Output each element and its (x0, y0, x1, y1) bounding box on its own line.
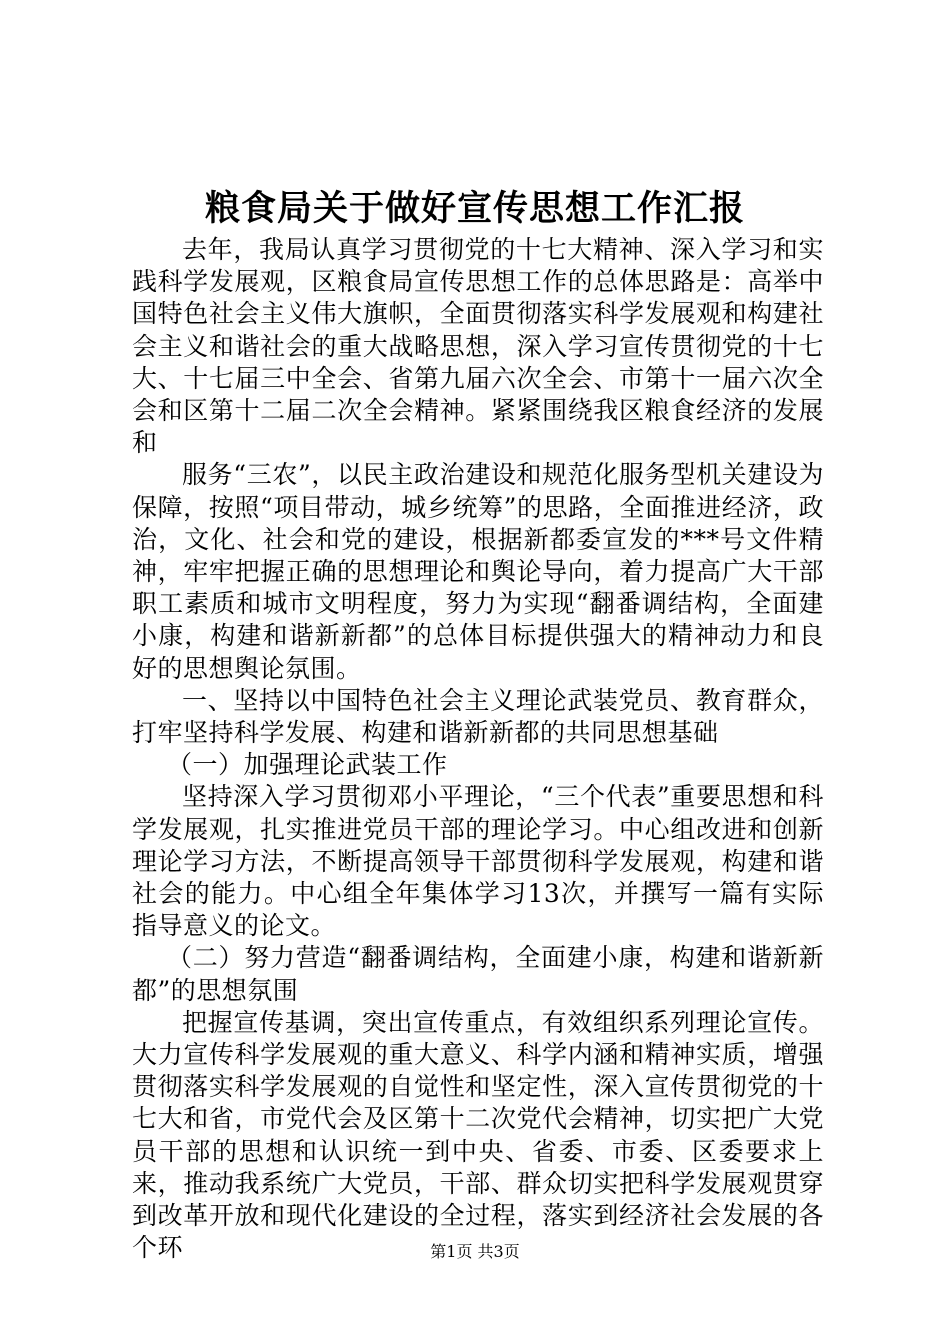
document-title: 粮食局关于做好宣传思想工作汇报 (204, 188, 745, 229)
paragraph-theory: 坚持深入学习贯彻邓小平理论，“三个代表”重要思想和科学发展观，扎实推进党员干部的理论学习。中心组改进和创新理论学习方法，不断提高领导干部贯彻科学发展观，构建和谐社会的能力。中心组全年集体学习13次，并撰写一篇有实际指导意义的论文。 (132, 782, 824, 941)
paragraph-service: 服务“三农”，以民主政治建设和规范化服务型机关建设为保障，按照“项目带动，城乡统筹”的思路，全面推进经济，政治，文化、社会和党的建设，根据新都委宣发的***号文件精神，牢牢把握正确的思想理论和舆论导向，着力提高广大干部职工素质和城市文明程度，努力为实现“翻番调结构，全面建小康，构建和谐新新都”的总体目标提供强大的精神动力和良好的思想舆论氛围。 (132, 460, 824, 683)
subsection-heading-1: （一）加强理论武装工作 (167, 750, 448, 780)
paragraph-publicity: 把握宣传基调，突出宣传重点，有效组织系列理论宣传。大力宣传科学发展观的重大意义、科学内涵和精神实质，增强贯彻落实科学发展观的自觉性和坚定性，深入宣传贯彻党的十七大和省，市党代会及区第十二次党代会精神，切实把广大党员干部的思想和认识统一到中央、省委、市委、区委要求上来，推动我系统广大党员，干部、群众切实把科学发展观贯穿到改革开放和现代化建设的全过程，落实到经济社会发展的各个环 (132, 1007, 824, 1263)
page-number: 第1页 共3页 (430, 1242, 520, 1261)
subsection-heading-2: （二）努力营造“翻番调结构，全面建小康，构建和谐新新都”的思想氛围 (132, 943, 824, 1005)
paragraph-intro: 去年，我局认真学习贯彻党的十七大精神、深入学习和实践科学发展观，区粮食局宣传思想工作的总体思路是：高举中国特色社会主义伟大旗帜，全面贯彻落实科学发展观和构建社会主义和谐社会的重大战略思想，深入学习宣传贯彻党的十七大、十七届三中全会、省第九届六次全会、市第十一届六次全会和区第十二届二次全会精神。紧紧围绕我区粮食经济的发展和 (132, 235, 824, 458)
section-heading-1: 一、坚持以中国特色社会主义理论武装党员、教育群众，打牢坚持科学发展、构建和谐新新都的共同思想基础 (132, 685, 824, 748)
document-body (132, 234, 824, 1265)
